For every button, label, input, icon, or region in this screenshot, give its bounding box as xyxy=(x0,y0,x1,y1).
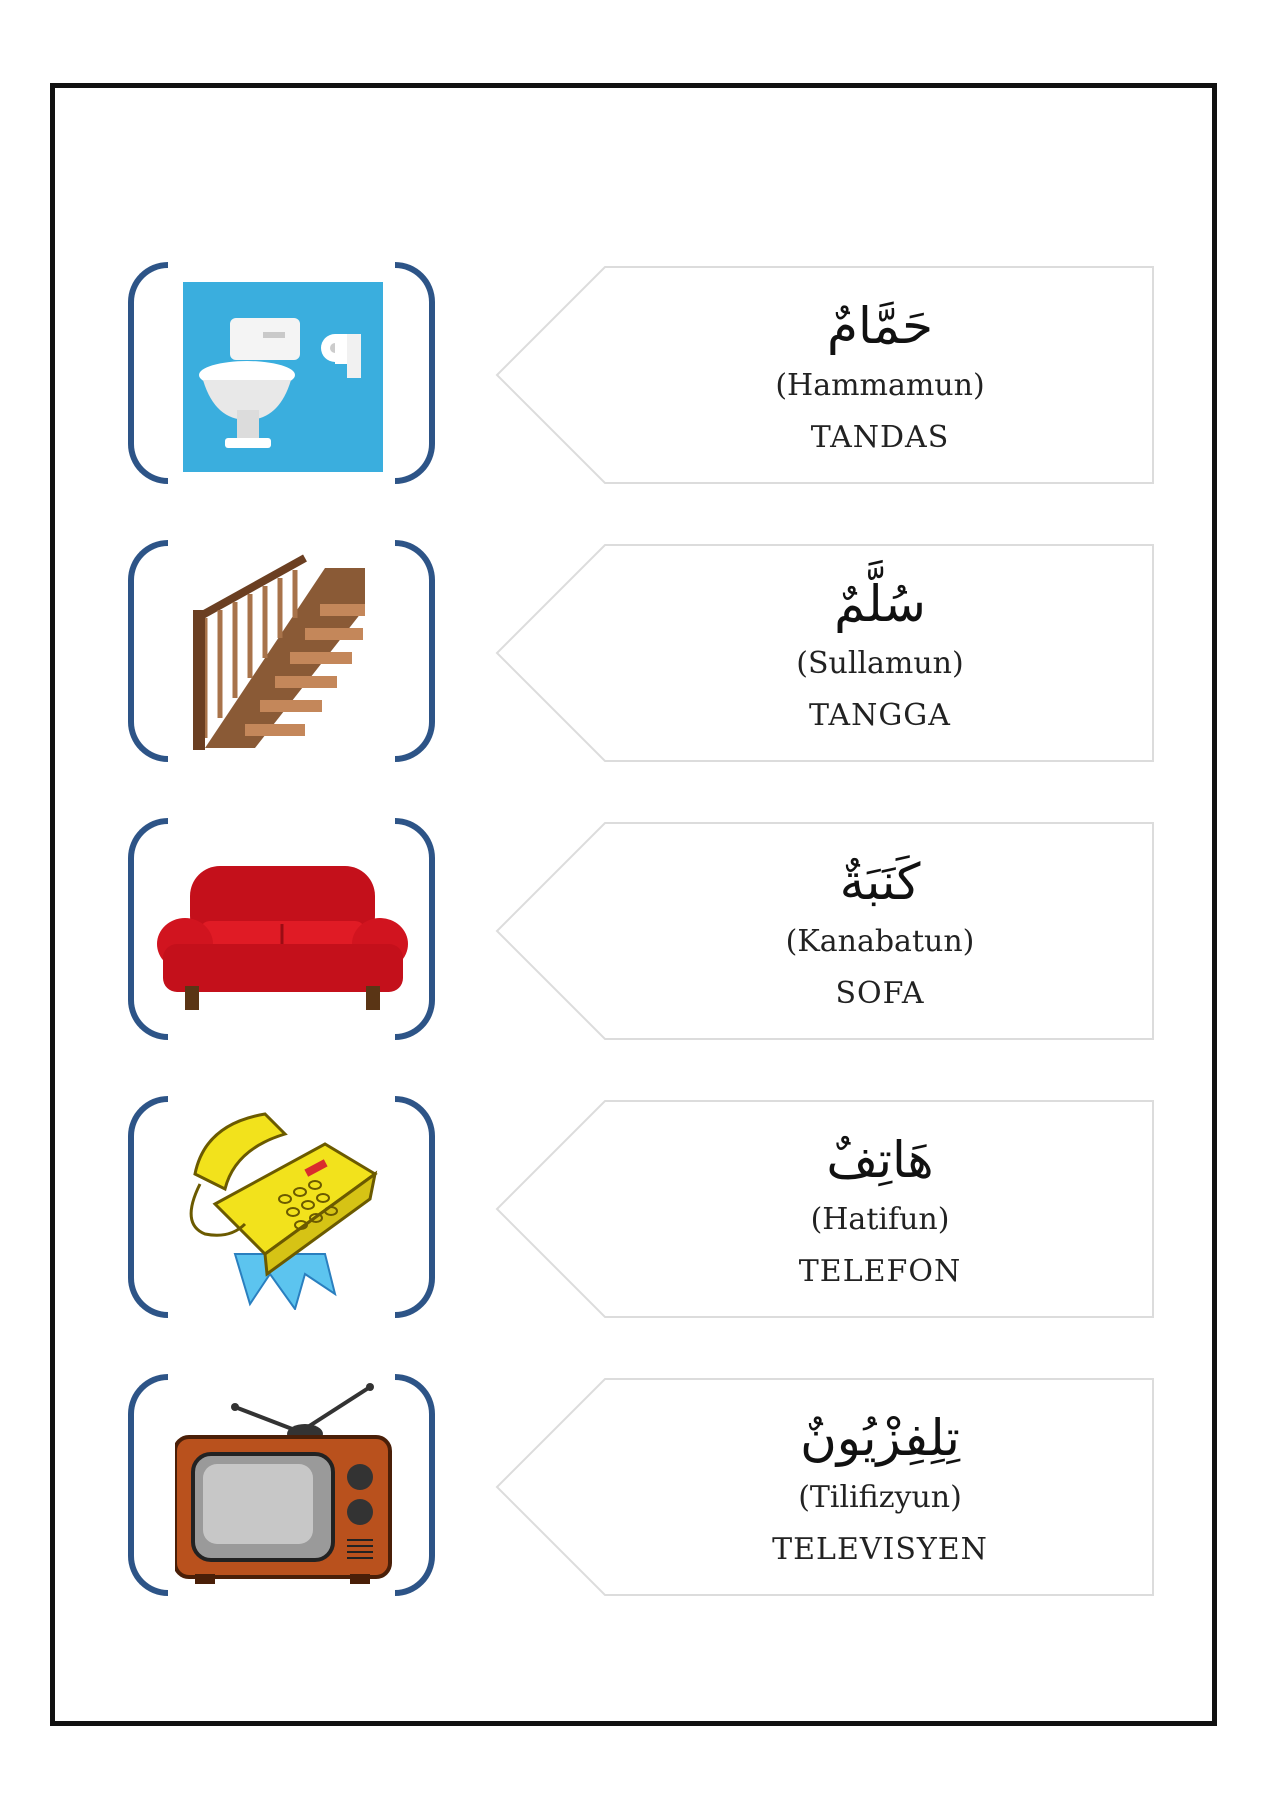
arabic-word: كَنَبَةٌ xyxy=(839,853,921,911)
word-arrow-card xyxy=(495,265,1155,485)
malay-word: TELEVISYEN xyxy=(772,1532,988,1567)
transliteration: (Hatifun) xyxy=(810,1202,950,1237)
telephone-icon xyxy=(175,1104,395,1310)
transliteration: (Hammamun) xyxy=(775,368,985,403)
left-bracket xyxy=(128,262,168,484)
arabic-word: هَاتِفٌ xyxy=(826,1131,934,1189)
television-icon xyxy=(175,1382,395,1588)
right-bracket xyxy=(395,1374,435,1596)
word-arrow-card xyxy=(495,821,1155,1041)
right-bracket xyxy=(395,262,435,484)
arabic-word: سُلَّمٌ xyxy=(834,575,926,633)
sofa-icon xyxy=(155,826,410,1032)
transliteration: (Kanabatun) xyxy=(785,924,975,959)
right-bracket xyxy=(395,1096,435,1318)
transliteration: (Sullamun) xyxy=(796,646,964,681)
transliteration: (Tilifizyun) xyxy=(798,1480,962,1515)
arabic-word: تِلِفِزْيُونٌ xyxy=(800,1409,960,1467)
malay-word: TELEFON xyxy=(798,1254,962,1289)
malay-word: TANGGA xyxy=(809,698,951,733)
word-arrow-card xyxy=(495,1099,1155,1319)
vocab-row-television xyxy=(0,1374,1272,1604)
left-bracket xyxy=(128,1374,168,1596)
left-bracket xyxy=(128,540,168,762)
word-arrow-card xyxy=(495,1377,1155,1597)
vocab-row-telephone xyxy=(0,1096,1272,1326)
arabic-word: حَمَّامٌ xyxy=(826,297,933,355)
right-bracket xyxy=(395,818,435,1040)
word-arrow-card xyxy=(495,543,1155,763)
left-bracket xyxy=(128,1096,168,1318)
stairs-icon xyxy=(175,548,395,754)
vocab-row-stairs xyxy=(0,540,1272,770)
malay-word: TANDAS xyxy=(810,420,950,455)
toilet-icon xyxy=(175,270,395,476)
malay-word: SOFA xyxy=(835,976,925,1011)
vocab-row-toilet xyxy=(0,262,1272,492)
right-bracket xyxy=(395,540,435,762)
vocab-row-sofa xyxy=(0,818,1272,1048)
